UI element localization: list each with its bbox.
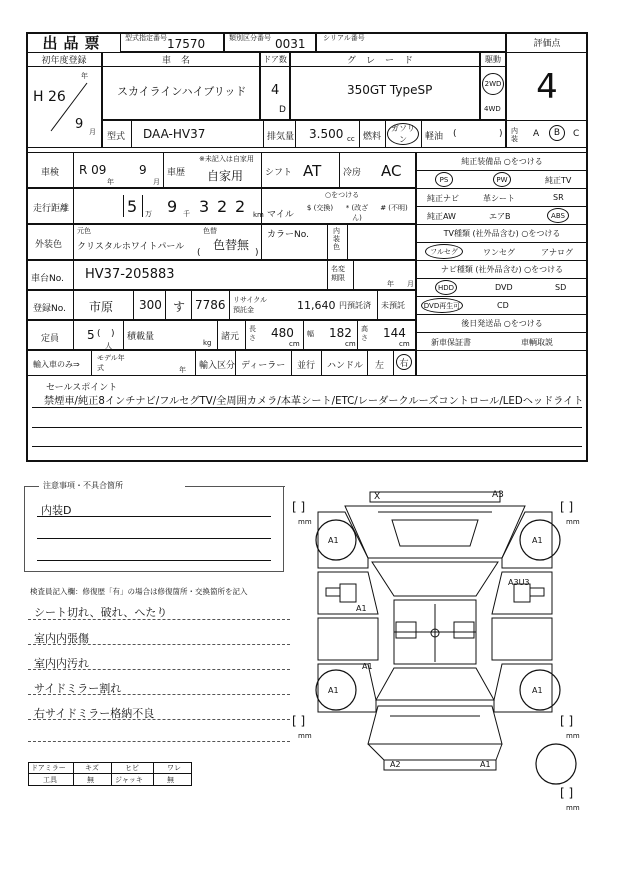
mark-tire-fr: A1 — [532, 536, 543, 545]
year-suffix: 年 — [81, 72, 88, 80]
first-reg-era: H 26 — [33, 89, 66, 105]
tv-oneseg: ワンセグ — [483, 248, 515, 257]
load-label: 積載量 — [127, 332, 155, 342]
later-manual: 車輌取説 — [521, 338, 553, 347]
registration-row — [26, 290, 416, 320]
drive-box — [480, 52, 506, 120]
interior-c: C — [573, 129, 580, 139]
inspector-item: 室内内汚れ — [34, 657, 89, 670]
import-parallel: 並行 — [297, 361, 316, 371]
sheet-title: 出品票 — [42, 33, 106, 52]
mark-front-right: A3 — [492, 490, 504, 500]
equipment-title: 純正装備品 ○をつける — [417, 153, 587, 171]
mileage-row: 走行距離 5 万 9 千 3 2 2 km マイル ○をつける $ (交換) * (改ざん) # (不明) — [26, 188, 416, 224]
mileage-digit: 9 — [167, 197, 178, 216]
lot-label: 型式指定番号 — [125, 34, 167, 42]
table-header: ドアミラー — [31, 764, 66, 772]
ac-label: 冷房 — [343, 168, 362, 178]
tire-bracket: [ ] — [560, 714, 574, 728]
table-header: キズ — [85, 764, 99, 772]
lot-box — [120, 32, 224, 52]
interior-b: B — [549, 125, 565, 141]
inspector-item: サイドミラー割れ — [34, 682, 122, 695]
sales-text: 禁煙車/純正8インチナビ/フルセグTV/全周囲カメラ/本革シート/ETC/レーダークルーズコントロール/LEDヘッドライト — [44, 396, 584, 407]
mileage-digit: 5 — [127, 197, 138, 216]
grade-box — [290, 52, 480, 120]
reg-city: 市原 — [89, 300, 114, 314]
car-name-box — [102, 52, 260, 120]
later-warranty: 新車保証書 — [431, 338, 471, 347]
rating-value: 4 — [536, 67, 558, 107]
capacity-label: 定員 — [41, 334, 60, 344]
colorno-label: カラーNo. — [267, 230, 309, 240]
serial-label: シリアル番号 — [323, 34, 365, 42]
import-label: 輸入車のみ⇒ — [33, 360, 80, 369]
car-name: スカイラインハイブリッド — [117, 85, 247, 98]
tire-unit: mm — [298, 518, 312, 526]
notes-box — [24, 481, 284, 572]
grade-label: グレード — [291, 53, 479, 67]
model-row: 型式 DAA-HV37 排気量 3.500 cc 燃料 ガソリン 軽油 ( ) — [102, 120, 506, 148]
equip-aw: 純正AW — [427, 212, 456, 221]
doors-label: ドア数 — [261, 53, 289, 67]
handle-left: 左 — [375, 361, 385, 371]
table-cell: 無 — [87, 776, 94, 784]
import-dealer: ディーラー — [241, 361, 286, 371]
tire-bracket: [ ] — [292, 500, 306, 514]
table-header: ヒビ — [125, 764, 139, 772]
inspector-label: 検査員記入欄：修復歴「有」の場合は修復箇所・交換箇所を記入 — [30, 587, 248, 596]
interior-label: 内装 — [511, 127, 518, 143]
tire-bracket: [ ] — [560, 500, 574, 514]
bottom-table — [28, 762, 192, 786]
recycle-none: 未預託 — [381, 301, 405, 310]
navi-dvd: DVD — [495, 283, 513, 292]
dims-label: 諸元 — [221, 332, 240, 342]
ac-value: AC — [381, 162, 402, 180]
inspector-item: 右サイドミラー格納不良 — [34, 707, 155, 720]
equip-navi: 純正ナビ — [427, 194, 459, 203]
handle-right: 右 — [396, 354, 412, 370]
rating-label: 評価点 — [507, 33, 587, 53]
doors-sub: D — [279, 105, 286, 115]
sales-label: セールスポイント — [46, 383, 118, 393]
mileage-digit: 2 — [235, 197, 246, 216]
table-header: ワレ — [167, 764, 181, 772]
class-value: 0031 — [275, 37, 306, 51]
mark-front-left: X — [374, 492, 381, 502]
displacement-unit: cc — [347, 135, 355, 143]
drive-2wd: 2WD — [482, 73, 504, 95]
grade-value: 350GT TypeSP — [347, 83, 433, 97]
doors-box — [260, 52, 290, 120]
inspector-item: 室内内張傷 — [34, 632, 89, 645]
history-value: 自家用 — [207, 169, 244, 183]
mileage-digit: 3 — [199, 197, 210, 216]
recycle-value: 11,640 — [297, 299, 336, 312]
serial-box — [316, 32, 506, 52]
shift-label: シフト — [265, 168, 293, 178]
month-suffix: 月 — [89, 128, 96, 136]
class-box — [224, 32, 316, 52]
inspector-notes — [28, 596, 290, 736]
inspector-item: シート切れ、破れ、へたり — [34, 606, 168, 619]
table-cell: ジャッキ — [115, 776, 143, 784]
notes-item: 内装D — [41, 504, 72, 517]
width-value: 182 — [329, 326, 352, 340]
height-value: 144 — [383, 326, 406, 340]
interior-color-label: 内装色 — [333, 227, 340, 251]
import-row: 輸入車のみ⇒ モデル年式 年 輸入区分 ディーラー 並行 ハンドル 左 右 — [26, 350, 416, 376]
navi-title: ナビ種類 (社外品含む) ○をつける — [417, 261, 587, 279]
first-reg-month: 9 — [75, 117, 84, 132]
equip-abs: ABS — [547, 208, 569, 223]
chassis-value: HV37-205883 — [85, 267, 175, 282]
tire-unit: mm — [566, 804, 580, 812]
tv-analog: アナログ — [541, 248, 573, 257]
equip-tv: 純正TV — [545, 176, 572, 185]
inspection-row: 車検 R 09 年 9 月 車歴 ※未記入は自家用 自家用 シフト AT 冷房 AC — [26, 152, 416, 188]
model-value: DAA-HV37 — [143, 127, 206, 141]
recycle-suffix: 円預託済 — [339, 301, 371, 310]
reg-class: 300 — [139, 298, 162, 312]
mark-tire-rl: A1 — [328, 686, 339, 695]
mark-rear-right: A1 — [480, 760, 491, 769]
history-note: ※未記入は自家用 — [199, 155, 254, 163]
meter-circle-note: ○をつける — [325, 191, 360, 199]
doors-value: 4 — [271, 83, 280, 98]
drive-4wd: 4WD — [484, 105, 501, 113]
later-title: 後日発送品 ○をつける — [417, 315, 587, 333]
navi-dvd-play: DVD再生可 — [421, 298, 463, 313]
lot-value: 17570 — [167, 37, 206, 51]
inspection-label: 車検 — [41, 168, 60, 178]
notes-label: 注意事項・不具合箇所 — [43, 481, 123, 490]
equip-sr: SR — [553, 193, 564, 202]
capacity-value: 5 — [87, 328, 95, 342]
chassis-row: 車台No. HV37-205883 名変期限 年 月 — [26, 260, 416, 290]
reg-number: 7786 — [195, 298, 226, 312]
mark-rear-door-left: A1 — [362, 662, 373, 671]
length-value: 480 — [271, 326, 294, 340]
tv-fullseg: フルセグ — [425, 244, 463, 259]
import-type-label: 輸入区分 — [199, 361, 236, 371]
navi-sd: SD — [555, 283, 567, 292]
navi-cd: CD — [497, 301, 509, 310]
fuel-diesel: 軽油 — [425, 132, 444, 142]
mark-rear-left: A2 — [390, 760, 401, 769]
color-change: 色替無 — [213, 238, 250, 252]
chassis-label: 車台No. — [31, 274, 64, 284]
equip-airbag: エアB — [489, 212, 511, 221]
mileage-digit: 2 — [217, 197, 228, 216]
meter-exchange: $ (交換) — [306, 204, 334, 212]
meter-tamper: * (改ざん) — [345, 204, 369, 222]
table-cell: 無 — [167, 776, 174, 784]
equipment-panel — [416, 152, 588, 376]
equip-leather: 革シート — [483, 194, 515, 203]
inspection-value: R 09 — [79, 163, 107, 177]
model-year-label: モデル年式 — [97, 354, 125, 372]
tire-bracket: [ ] — [292, 714, 306, 728]
shift-value: AT — [303, 162, 322, 180]
tire-unit: mm — [566, 732, 580, 740]
equip-pw: PW — [493, 172, 511, 187]
interior-box — [506, 120, 588, 148]
displacement-value: 3.500 — [309, 127, 344, 141]
meter-unknown: # (不明) — [380, 204, 408, 212]
tire-unit: mm — [298, 732, 312, 740]
handle-label: ハンドル — [327, 361, 364, 371]
capacity-row: 定員 5 ( ) 人 積載量 kg 諸元 長さ 480 cm 幅 182 cm 高さ 144 cm — [26, 320, 416, 350]
mark-door-left: A1 — [356, 604, 367, 613]
first-reg-box — [26, 52, 102, 148]
displacement-label: 排気量 — [267, 132, 295, 142]
recycle-label: リサイクル預託金 — [233, 296, 268, 314]
mile-label: マイル — [267, 210, 294, 220]
inspection-month: 9 — [139, 163, 147, 177]
mark-tire-fl: A1 — [328, 536, 339, 545]
car-name-label: 車名 — [103, 53, 259, 67]
class-label: 類別区分番号 — [229, 34, 271, 42]
color-row: 外装色 元色 色替 クリスタルホワイトパール 色替無 ( ) カラーNo. 内装色 — [26, 224, 416, 260]
mark-door-right: A3U3 — [508, 578, 530, 587]
mark-tire-rr: A1 — [532, 686, 543, 695]
drive-label: 駆動 — [481, 53, 505, 67]
sales-section — [28, 378, 586, 460]
model-label: 型式 — [107, 132, 126, 142]
fuel-label: 燃料 — [363, 132, 382, 142]
table-cell: 工具 — [43, 776, 57, 784]
tire-unit: mm — [566, 518, 580, 526]
tire-bracket: [ ] — [560, 786, 574, 800]
history-label: 車歴 — [167, 168, 186, 178]
reg-kana: す — [173, 300, 186, 314]
fuel-gasoline: ガソリン — [387, 123, 419, 145]
equip-ps: PS — [435, 172, 453, 187]
color-label: 外装色 — [35, 240, 63, 250]
mileage-label: 走行距離 — [33, 204, 70, 214]
color-value: クリスタルホワイトパール — [77, 242, 185, 252]
reg-label: 登録No. — [33, 304, 66, 314]
interior-a: A — [533, 129, 540, 139]
first-reg-label: 初年度登録 — [27, 53, 101, 67]
name-change-label: 名変期限 — [331, 265, 345, 282]
navi-hdd: HDD — [435, 280, 457, 295]
tv-title: TV種類 (社外品含む) ○をつける — [417, 225, 587, 243]
